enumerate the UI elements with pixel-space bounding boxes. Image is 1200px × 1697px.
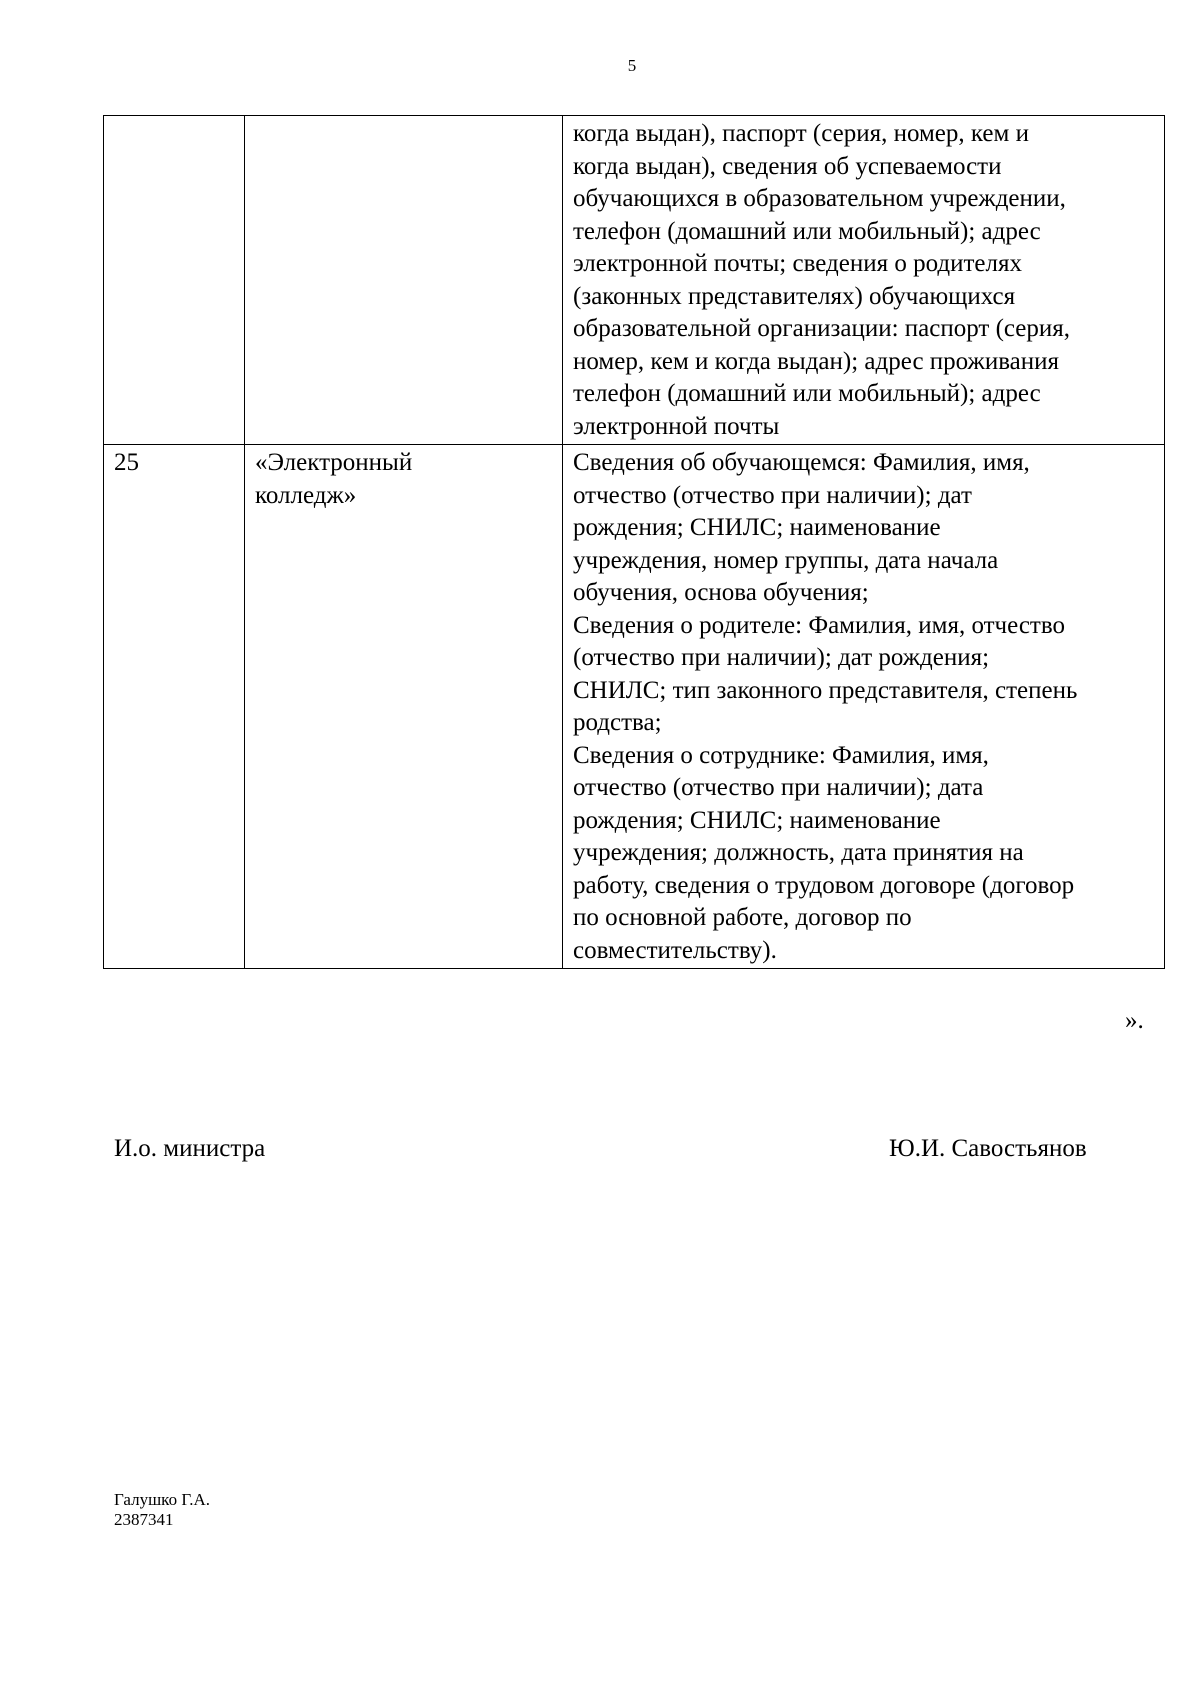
signatory-name: Ю.И. Савостьянов — [889, 1135, 1087, 1162]
description-line: совместительству). — [573, 936, 777, 964]
description-line: когда выдан), сведения об успеваемости — [573, 152, 1002, 180]
description-line: отчество (отчество при наличии); дата — [573, 774, 984, 801]
description-line: обучения, основа обучения; — [573, 579, 869, 606]
description-line: Сведения об обучающемся: Фамилия, имя, — [573, 449, 1030, 476]
description-line: телефон (домашний или мобильный); адрес — [573, 380, 1041, 407]
table-row-25 — [104, 445, 1165, 969]
executor-block — [114, 1490, 210, 1530]
description-line: Сведения о родителе: Фамилия, имя, отчество — [573, 611, 1065, 639]
closing-quote: ». — [1125, 1007, 1144, 1034]
description-line: работу, сведения о трудовом договоре (договор — [573, 871, 1075, 899]
page-number: 5 — [627, 56, 637, 75]
description-line: электронной почты — [573, 412, 780, 440]
system-name-line: «Электронный — [255, 449, 413, 476]
table-row-continued — [104, 116, 1165, 445]
row-number-cell — [104, 116, 245, 445]
description-line: родства; — [573, 709, 662, 736]
description-line: СНИЛС; тип законного представителя, степень — [573, 676, 1078, 704]
description-line: отчество (отчество при наличии); дат — [573, 481, 972, 509]
description-line: когда выдан), паспорт (серия, номер, кем и — [573, 120, 1029, 147]
description-line: (законных представителях) обучающихся — [573, 282, 1016, 310]
description-line: обучающихся в образовательном учреждении, — [573, 185, 1066, 212]
system-name-cell — [245, 116, 563, 445]
description-line: телефон (домашний или мобильный); адрес — [573, 217, 1041, 245]
document-table — [103, 115, 1165, 969]
executor-name: Галушко Г.А. — [114, 1490, 211, 1509]
row-number-cell: 25 — [104, 445, 245, 969]
signatory-position: И.о. министра — [114, 1135, 266, 1162]
description-line: рождения; СНИЛС; наименование — [573, 806, 941, 834]
description-line: номер, кем и когда выдан); адрес проживания — [573, 347, 1060, 375]
description-line: образовательной организации: паспорт (серия, — [573, 315, 1071, 342]
system-name-line: колледж» — [255, 481, 357, 509]
description-line: электронной почты; сведения о родителях — [573, 250, 1022, 277]
data-description-cell — [563, 445, 1165, 969]
data-description-cell — [563, 116, 1165, 445]
description-line: рождения; СНИЛС; наименование — [573, 514, 941, 541]
description-line: (отчество при наличии); дат рождения; — [573, 644, 990, 671]
description-line: учреждения, номер группы, дата начала — [573, 546, 999, 574]
description-line: по основной работе, договор по — [573, 904, 912, 931]
description-line: Сведения о сотруднике: Фамилия, имя, — [573, 741, 989, 769]
system-name-cell — [245, 445, 563, 969]
description-line: учреждения; должность, дата принятия на — [573, 839, 1024, 866]
executor-phone: 2387341 — [114, 1510, 174, 1529]
